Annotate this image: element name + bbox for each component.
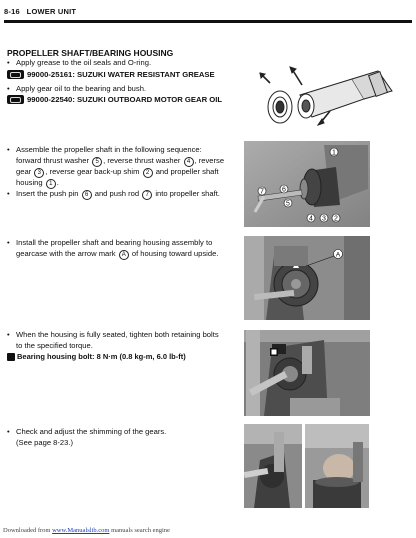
grease-spec-2: 99000-22540: SUZUKI OUTBOARD MOTOR GEAR OIL <box>7 95 222 106</box>
shim-check-photo-left <box>244 424 302 508</box>
callout-ref: 2 <box>143 168 153 178</box>
download-footer: Downloaded from www.Manualslib.com manuals search engine <box>3 527 170 534</box>
shimming-instructions: • Check and adjust the shimming of the gears. (See page 8-23.) <box>7 427 167 447</box>
torque-spec: Bearing housing bolt: 8 N·m (0.8 kg-m, 6.0 lb-ft) <box>7 352 186 363</box>
callout-4: 4 <box>309 215 313 223</box>
callout-5: 5 <box>286 200 290 208</box>
instruction-grease-seals: • Apply grease to the oil seals and O-ring. <box>7 58 152 67</box>
header-page-ref: 8-16 <box>4 7 20 16</box>
gearcase-install-photo <box>244 236 370 320</box>
callout-7: 7 <box>260 188 264 196</box>
callout-ref: 6 <box>82 190 92 200</box>
oil-tube-icon <box>7 95 24 104</box>
page-header <box>0 0 416 30</box>
install-instructions: • Install the propeller shaft and bearing housing assembly to gearcase with the arrow mark A of housing toward upside. <box>7 238 219 258</box>
grease-tube-icon <box>7 70 24 79</box>
callout-ref: 4 <box>184 157 194 167</box>
callout-ref: A <box>119 250 129 260</box>
header-text <box>4 7 76 16</box>
assembly-instructions: • Assemble the propeller shaft in the following sequence: forward thrust washer 5 , reverse thrust washer 4 , reverse gear 3 , reverse gear back-up shim 2 and propeller shaft housing 1 . • Insert the push pin 6 and push rod 7 into propeller shaft. <box>7 145 225 198</box>
source-link[interactable]: www.Manualslib.com <box>52 527 110 534</box>
bearing-housing-illustration <box>252 65 402 127</box>
propeller-shaft-assembly-photo <box>244 141 370 227</box>
tighten-instructions: • When the housing is fully seated, tighten both retaining bolts to the specified torque. <box>7 330 219 350</box>
section-title: PROPELLER SHAFT/BEARING HOUSING <box>7 48 174 58</box>
torque-wrench-icon <box>272 350 277 355</box>
callout-1: 1 <box>332 149 336 157</box>
callout-ref: 1 <box>46 179 56 189</box>
callout-ref: 7 <box>142 190 152 200</box>
shim-check-photo-right <box>305 424 369 508</box>
torque-wrench-icon <box>7 353 15 361</box>
instruction-gear-oil: • Apply gear oil to the bearing and bush. <box>7 84 147 93</box>
header-rule <box>4 20 412 23</box>
callout-6: 6 <box>282 186 286 194</box>
callout-A: A <box>335 251 341 259</box>
grease-spec-1: 99000-25161: SUZUKI WATER RESISTANT GREASE <box>7 70 215 81</box>
callout-2: 2 <box>334 215 338 223</box>
callout-3: 3 <box>322 215 326 223</box>
callout-ref: 3 <box>34 168 44 178</box>
tighten-bolts-photo <box>244 330 370 416</box>
header-section: LOWER UNIT <box>26 7 77 16</box>
callout-ref: 5 <box>92 157 102 167</box>
